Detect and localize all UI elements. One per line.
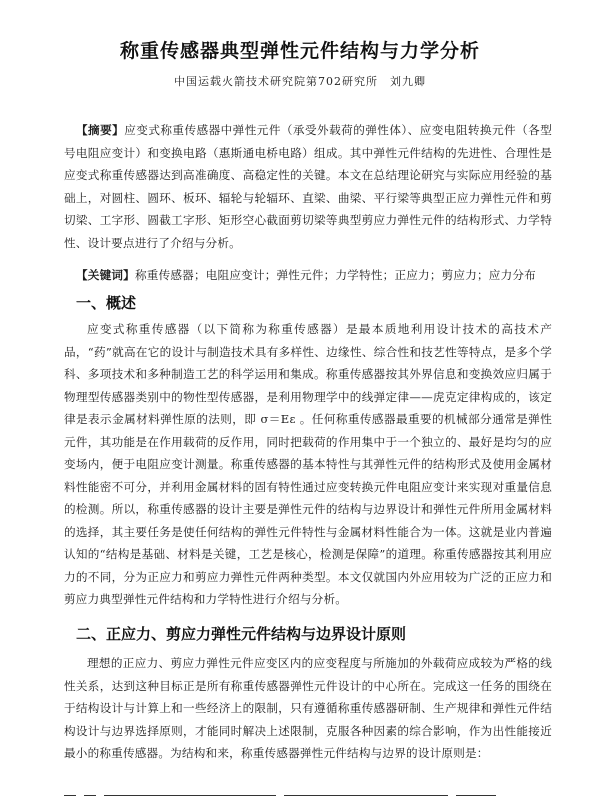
abstract-label: 【摘要】	[76, 123, 125, 137]
section-1-body: 应变式称重传感器（以下简称为称重传感器）是最本质地利用设计技术的高技术产品，“药”就高在它的设计与制造技术具有多样性、边缘性、综合性和技艺性等特点，是多个学科、多项技术和多种制造工艺的科学运用和集成。称重传感器按其外界信息和变换效应归属于物理型传感器类别中的物性型传感器，是利用物理学中的线弹定律——虎克定律构成的，该定律是表示金属材料弹性原的法则，即 σ＝Eε 。任何称重传感器最重要的机械部分通常是弹性元件，其功能是在作用载荷的反作用，同时把载荷的作用集中于一个独立的、最好是均匀的应变场内，便于电阻应变计测量。称重传感器的基本特性与其弹性元件的结构形式及使用金属材料性能密不可分，并利用金属材料的固有特性通过应变转换元件电阻应变计来实现对重量信息的检测。所以，称重传感器的设计主要是弹性元件的结构与边界设计和弹性元件所用金属材料的选择，其主要任务是使任何结构的弹性元件特性与金属材料性能合为一体。这就是业内普遍认知的“结构是基础、材料是关键，工艺是核心，检测是保障”的道理。称重传感器按其利用应力的不同，分为正应力和剪应力弹性元件两种类型。本文仅就国内外应用较为广泛的正应力和剪应力典型弹性元件结构和力学特性进行介绍与分析。	[64, 322, 552, 606]
keywords-text: 称重传感器；电阻应变计；弹性元件；力学特性；正应力；剪应力；应力分布	[134, 268, 536, 282]
section-2-body: 理想的正应力、剪应力弹性元件应变区内的应变程度与所施加的外载荷应成较为严格的线性关系，达到这种目标正是所有称重传感器弹性元件设计的中心所在。完成这一任务的围绕在于结构设计与计算上和一些经济上的限制，只有遵循称重传感器研制、生产规律和弹性元件结构设计与边界选择原则，才能同时解决上述限制，克服各种因素的综合影响，作为出性能接近最小的称重传感器。为结构和来，称重传感器弹性元件结构与边界的设计原则是：	[64, 656, 552, 760]
footer-rule-segment-3	[456, 795, 496, 796]
author-line: 中国运载火箭技术研究院第702研究所 刘九卿	[174, 75, 426, 88]
footer-rule-segment-2	[284, 795, 448, 796]
footer-rule-segment-1	[104, 795, 276, 796]
section-2-heading: 二、正应力、剪应力弹性元件结构与边界设计原则	[76, 625, 407, 643]
keywords-label: 【关键词】	[76, 268, 135, 282]
footer-rule-dash-2	[84, 795, 96, 796]
abstract-paragraph	[64, 119, 552, 254]
abstract-text: 应变式称重传感器中弹性元件（承受外载荷的弹性体）、应变电阻转换元件（各型号电阻应变计）和变换电路（惠斯通电桥电路）组成。其中弹性元件结构的先进性、合理性是应变式称重传感器达到高准确度、高稳定性的关键。本文在总结理论研究与实际应用经验的基础上，对圆柱、圆环、板环、辐轮与轮辐环、直梁、曲梁、平行梁等典型正应力弹性元件和剪切梁、工字形、圆截工字形、矩形空心截面剪切梁等典型剪应力弹性元件的结构形式、力学特性、设计要点进行了介绍与分析。	[64, 123, 552, 250]
section-1-heading: 一、概述	[76, 294, 137, 312]
paper-title: 称重传感器典型弹性元件结构与力学分析	[119, 40, 480, 62]
keywords-paragraph	[76, 264, 552, 287]
footer-rule-dash-1	[64, 795, 76, 796]
